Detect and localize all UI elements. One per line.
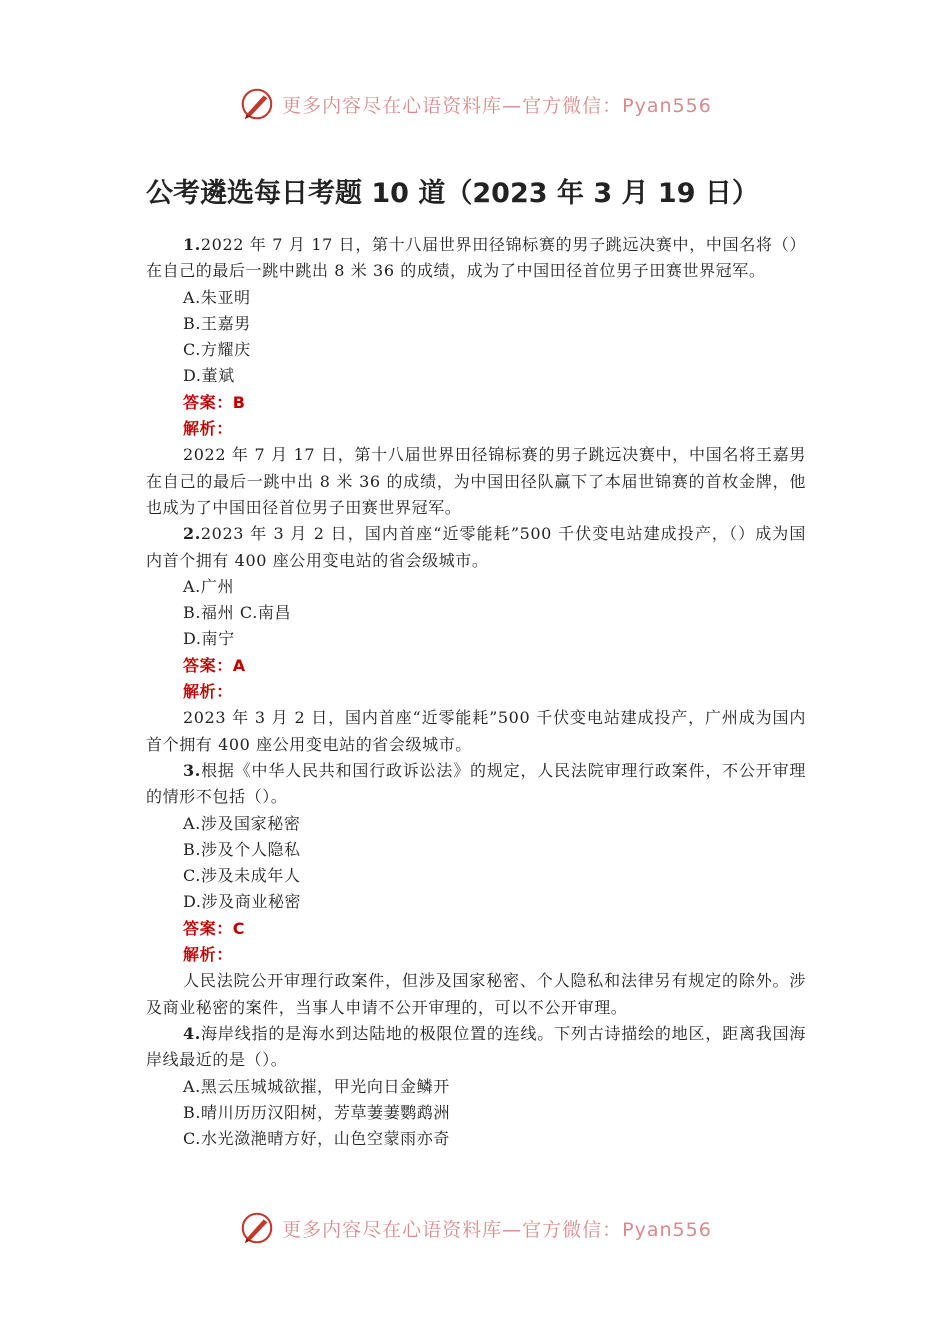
- answer: 答案：C: [183, 918, 246, 938]
- option: C.涉及未成年人: [183, 866, 301, 886]
- option: C.方耀庆: [183, 340, 251, 360]
- analysis-label: 解析：: [183, 419, 233, 439]
- page-title: 公考遴选每日考题 10 道（2023 年 3 月 19 日）: [146, 178, 759, 209]
- question-1-stem: [146, 232, 806, 285]
- question-number: 4.: [183, 1023, 201, 1043]
- question-text: 2023 年 3 月 2 日，国内首座“近零能耗”500 千伏变电站建成投产，（）成为国内首个拥有 400 座公用变电站的省会级城市。: [146, 524, 806, 570]
- question-text: 2022 年 7 月 17 日，第十八届世界田径锦标赛的男子跳远决赛中，中国名将（）在自己的最后一跳中跳出 8 米 36 的成绩，成为了中国田径首位男子田赛世界冠军。: [146, 235, 806, 281]
- watermark-text: 更多内容尽在心语资料库—官方微信：Pyan556: [282, 94, 712, 117]
- footer-watermark: [0, 1206, 950, 1250]
- question-number: 1.: [183, 235, 201, 254]
- analysis-text: 2022 年 7 月 17 日，第十八届世界田径锦标赛的男子跳远决赛中，中国名将王嘉男在自己的最后一跳中出 8 米 36 的成绩，为中国田径队赢下了本届世锦赛的首枚金牌，他也成为了中国田径首位男子田赛世界冠军。: [146, 445, 806, 517]
- question-text: 根据《中华人民共和国行政诉讼法》的规定，人民法院审理行政案件，不公开审理的情形不包括（）。: [146, 760, 806, 807]
- question-4-stem: [146, 1021, 806, 1074]
- question-number: 3.: [183, 760, 201, 780]
- option: D.董斌: [183, 366, 235, 386]
- option: B.晴川历历汉阳树，芳草萋萋鹦鹉洲: [183, 1102, 451, 1122]
- option: A.广州: [183, 576, 235, 596]
- question-number: 2.: [183, 524, 201, 544]
- watermark-text: 更多内容尽在心语资料库—官方微信：Pyan556: [282, 1218, 712, 1241]
- analysis-text: 人民法院公开审理行政案件，但涉及国家秘密、个人隐私和法律另有规定的除外。涉及商业秘密的案件，当事人申请不公开审理的，可以不公开审理。: [146, 971, 806, 1017]
- answer: 答案：B: [183, 392, 246, 412]
- option: B.福州 C.南昌: [183, 603, 292, 623]
- option: C.水光潋滟晴方好，山色空蒙雨亦奇: [183, 1129, 450, 1149]
- analysis-label: 解析：: [183, 682, 233, 702]
- pen-circle-logo-icon: [238, 85, 276, 123]
- option: B.涉及个人隐私: [183, 839, 301, 859]
- option: A.涉及国家秘密: [183, 813, 301, 833]
- analysis-text: 2023 年 3 月 2 日，国内首座“近零能耗”500 千伏变电站建成投产，广州成为国内首个拥有 400 座公用变电站的省会级城市。: [146, 708, 806, 754]
- analysis-label: 解析：: [183, 945, 233, 965]
- option: D.涉及商业秘密: [183, 892, 302, 912]
- option: D.南宁: [183, 629, 235, 649]
- option: B.王嘉男: [183, 313, 251, 333]
- question-3-stem: [146, 758, 806, 811]
- header-watermark: [0, 82, 950, 126]
- document-body: [146, 172, 806, 1152]
- pen-circle-logo-icon: [238, 1209, 276, 1247]
- option: A.黑云压城城欲摧，甲光向日金鳞开: [183, 1076, 450, 1096]
- question-text: 海岸线指的是海水到达陆地的极限位置的连线。下列古诗描绘的地区，距离我国海岸线最近的是（）。: [146, 1023, 806, 1070]
- question-2-stem: [146, 521, 806, 574]
- answer: 答案：A: [183, 655, 246, 675]
- option: A.朱亚明: [183, 287, 251, 307]
